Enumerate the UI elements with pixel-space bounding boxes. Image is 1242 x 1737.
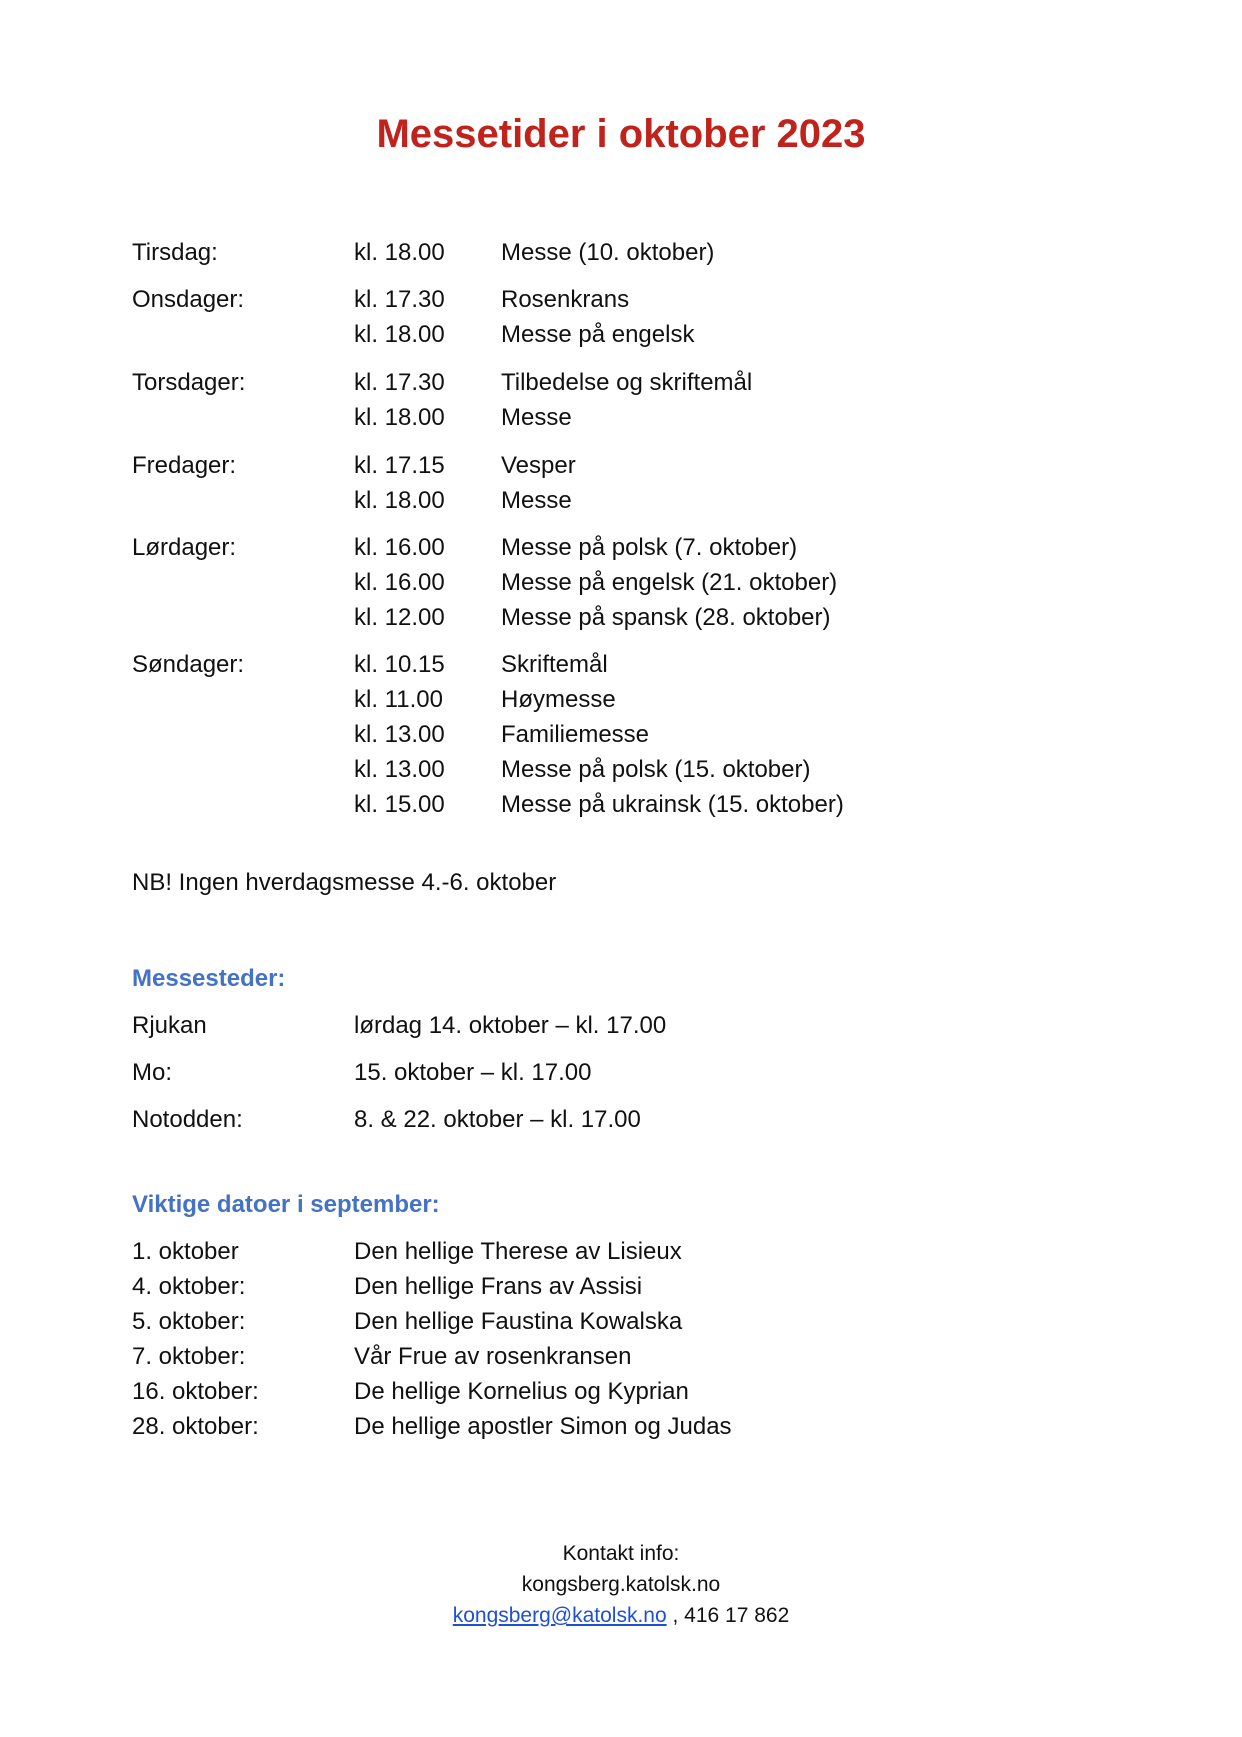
schedule-desc: Messe på polsk (7. oktober) [501, 534, 798, 561]
schedule-desc: Høymesse [501, 686, 616, 713]
date-desc: Den hellige Frans av Assisi [354, 1273, 643, 1300]
schedule-day: Onsdager: [132, 286, 245, 313]
place-time: 15. oktober – kl. 17.00 [354, 1059, 592, 1086]
schedule-time: kl. 10.15 [354, 651, 445, 678]
schedule-time: kl. 17.30 [354, 286, 445, 313]
date-desc: Den hellige Faustina Kowalska [354, 1308, 683, 1335]
place-time: 8. & 22. oktober – kl. 17.00 [354, 1106, 641, 1133]
schedule-desc: Messe [501, 487, 572, 514]
places-heading: Messesteder: [132, 965, 286, 992]
schedule-time: kl. 11.00 [354, 686, 443, 713]
date-label: 4. oktober: [132, 1273, 246, 1300]
schedule-time: kl. 17.30 [354, 369, 445, 396]
place-name: Notodden: [132, 1106, 243, 1133]
notice-text: NB! Ingen hverdagsmesse 4.-6. oktober [132, 869, 557, 896]
schedule-time: kl. 18.00 [354, 404, 445, 431]
schedule-desc: Messe på engelsk [501, 321, 695, 348]
dates-heading: Viktige datoer i september: [132, 1191, 440, 1218]
place-name: Rjukan [132, 1012, 207, 1039]
schedule-desc: Messe (10. oktober) [501, 239, 715, 266]
contact-label: Kontakt info: [562, 1542, 680, 1565]
contact-phone: , 416 17 862 [672, 1604, 790, 1627]
schedule-desc: Tilbedelse og skriftemål [501, 369, 753, 396]
date-label: 1. oktober [132, 1238, 239, 1265]
schedule-time: kl. 18.00 [354, 239, 445, 266]
date-label: 16. oktober: [132, 1378, 259, 1405]
schedule-desc: Messe på spansk (28. oktober) [501, 604, 831, 631]
contact-website: kongsberg.katolsk.no [521, 1573, 721, 1596]
schedule-day: Tirsdag: [132, 239, 218, 266]
schedule-time: kl. 15.00 [354, 791, 445, 818]
schedule-desc: Messe [501, 404, 572, 431]
place-name: Mo: [132, 1059, 173, 1086]
schedule-day: Torsdager: [132, 369, 246, 396]
schedule-time: kl. 16.00 [354, 534, 445, 561]
schedule-desc: Messe på polsk (15. oktober) [501, 756, 811, 783]
date-desc: Den hellige Therese av Lisieux [354, 1238, 682, 1265]
schedule-desc: Rosenkrans [501, 286, 630, 313]
page-title: Messetider i oktober 2023 [376, 112, 866, 156]
contact-line [0, 1600, 1242, 1631]
schedule-time: kl. 16.00 [354, 569, 445, 596]
schedule-time: kl. 17.15 [354, 452, 445, 479]
schedule-desc: Messe på engelsk (21. oktober) [501, 569, 838, 596]
schedule-day: Lørdager: [132, 534, 237, 561]
schedule-desc: Skriftemål [501, 651, 608, 678]
date-desc: De hellige Kornelius og Kyprian [354, 1378, 689, 1405]
schedule-time: kl. 12.00 [354, 604, 445, 631]
place-time: lørdag 14. oktober – kl. 17.00 [354, 1012, 667, 1039]
schedule-desc: Familiemesse [501, 721, 650, 748]
schedule-desc: Vesper [501, 452, 576, 479]
schedule-time: kl. 18.00 [354, 321, 445, 348]
schedule-desc: Messe på ukrainsk (15. oktober) [501, 791, 844, 818]
schedule-day: Søndager: [132, 651, 245, 678]
date-label: 28. oktober: [132, 1413, 259, 1440]
schedule-time: kl. 13.00 [354, 756, 445, 783]
date-desc: De hellige apostler Simon og Judas [354, 1413, 732, 1440]
date-desc: Vår Frue av rosenkransen [354, 1343, 632, 1370]
schedule-time: kl. 18.00 [354, 487, 445, 514]
date-label: 5. oktober: [132, 1308, 246, 1335]
schedule-time: kl. 13.00 [354, 721, 445, 748]
date-label: 7. oktober: [132, 1343, 246, 1370]
email-link[interactable]: kongsberg@katolsk.no [452, 1604, 667, 1627]
schedule-day: Fredager: [132, 452, 237, 479]
